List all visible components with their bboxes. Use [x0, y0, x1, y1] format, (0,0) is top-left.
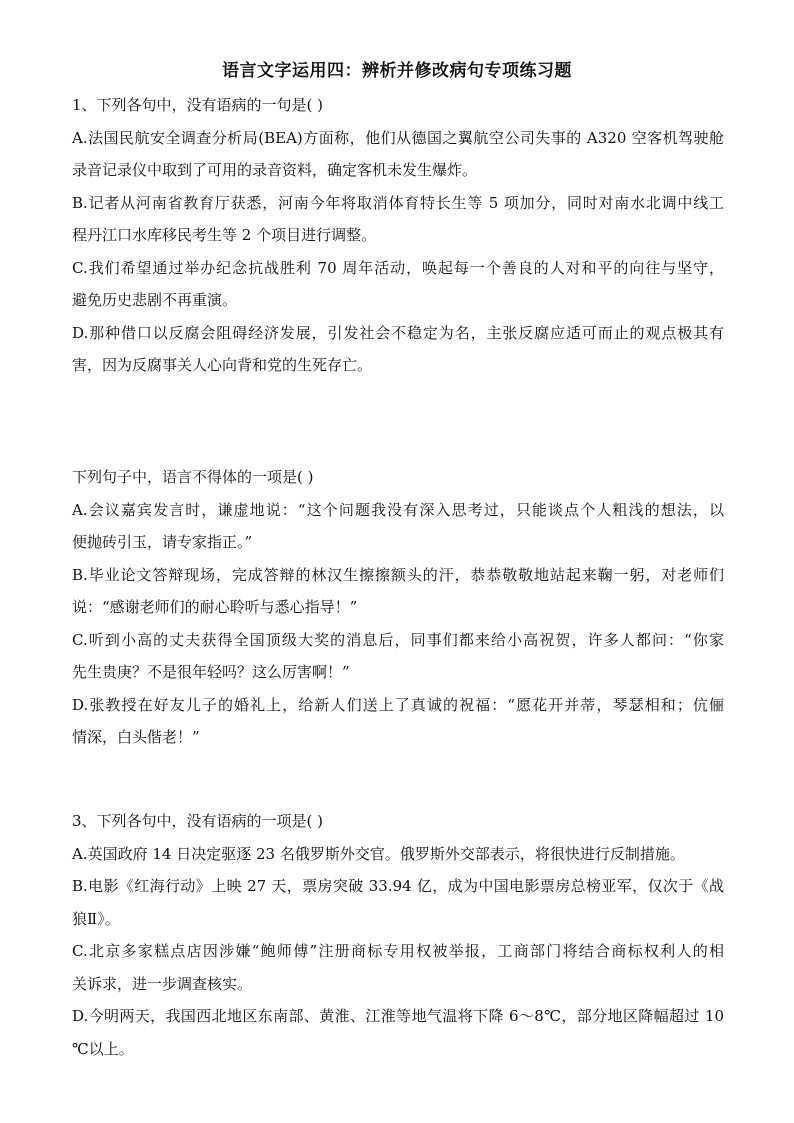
question-1: [72, 89, 724, 382]
option-line: D.张教授在好友儿子的婚礼上，给新人们送上了真诚的祝福：“愿花开并蒂，琴瑟相和；伉俪: [72, 695, 724, 714]
option-line: A.会议嘉宾发言时，谦虚地说：“这个问题我没有深入思考过，只能谈点个人粗浅的想法，以: [72, 500, 724, 519]
option-line: D.那种借口以反腐会阻碍经济发展，引发社会不稳定为名，主张反腐应适可而止的观点极其有: [72, 323, 724, 342]
option-line: 先生贵庚？不是很年轻吗？这么厉害啊！”: [72, 663, 350, 681]
option-line: 害，因为反腐事关人心向背和党的生死存亡。: [72, 356, 373, 374]
option-a: [72, 838, 724, 871]
question-stem: 下列句子中，语言不得体的一项是( ): [72, 468, 314, 486]
option-line: 说：“感谢老师们的耐心聆听与悉心指导！”: [72, 598, 358, 616]
question-3: [72, 805, 724, 1065]
question-stem: 3、下列各句中，没有语病的一项是( ): [72, 812, 324, 830]
option-line: B.记者从河南省教育厅获悉，河南今年将取消体育特长生等 5 项加分，同时对南水北调中线工: [72, 193, 724, 212]
option-a: [72, 122, 724, 187]
option-line: C.听到小高的丈夫获得全国顶级大奖的消息后，同事们都来给小高祝贺，许多人都问：“你家: [72, 630, 724, 649]
option-line: 便抛砖引玉，请专家指正。”: [72, 533, 253, 551]
option-b: [72, 559, 724, 624]
option-line: 程丹江口水库移民考生等 2 个项目进行调整。: [72, 226, 377, 244]
option-b: [72, 870, 724, 935]
option-d: [72, 317, 724, 382]
option-c: [72, 624, 724, 689]
page-title: 语言文字运用四：辨析并修改病句专项练习题: [222, 61, 572, 81]
option-line: 狼Ⅱ》。: [72, 909, 120, 928]
option-line: 情深，白头偕老！”: [72, 728, 200, 746]
question-stem: 1、下列各句中，没有语病的一句是( ): [72, 96, 324, 114]
option-line: A.英国政府 14 日决定驱逐 23 名俄罗斯外交官。俄罗斯外交部表示，将很快进行反制措施。: [72, 844, 685, 863]
option-line: ℃以上。: [72, 1039, 134, 1058]
option-c: [72, 252, 724, 317]
option-c: [72, 935, 724, 1000]
option-line: C.我们希望通过举办纪念抗战胜利 70 周年活动，唤起每一个善良的人对和平的向往与坚守，: [72, 258, 724, 277]
option-line: 避免历史悲剧不再重演。: [72, 291, 238, 309]
option-d: [72, 689, 724, 754]
option-line: D.今明两天，我国西北地区东南部、黄淮、江淮等地气温将下降 6～8℃，部分地区降幅超过 10: [72, 1007, 724, 1025]
option-b: [72, 187, 724, 252]
option-line: A.法国民航安全调查分析局(BEA)方面称，他们从德国之翼航空公司失事的 A320 空客机驾驶舱: [72, 128, 724, 147]
option-line: C.北京多家糕点店因涉嫌“鲍师傅”注册商标专用权被举报，工商部门将结合商标权利人的相: [72, 942, 724, 960]
option-line: 录音记录仪中取到了可用的录音资料，确定客机未发生爆炸。: [72, 161, 478, 179]
option-line: B.电影《红海行动》上映 27 天，票房突破 33.94 亿，成为中国电影票房总榜亚军，仅次于《战: [72, 877, 724, 895]
option-d: [72, 1000, 724, 1065]
option-a: [72, 494, 724, 559]
question-2: [72, 461, 724, 754]
option-line: 关诉求，进一步调查核实。: [72, 974, 253, 993]
option-line: B.毕业论文答辩现场，完成答辩的林汉生擦擦额头的汗，恭恭敬敬地站起来鞠一躬，对老师们: [72, 565, 724, 584]
